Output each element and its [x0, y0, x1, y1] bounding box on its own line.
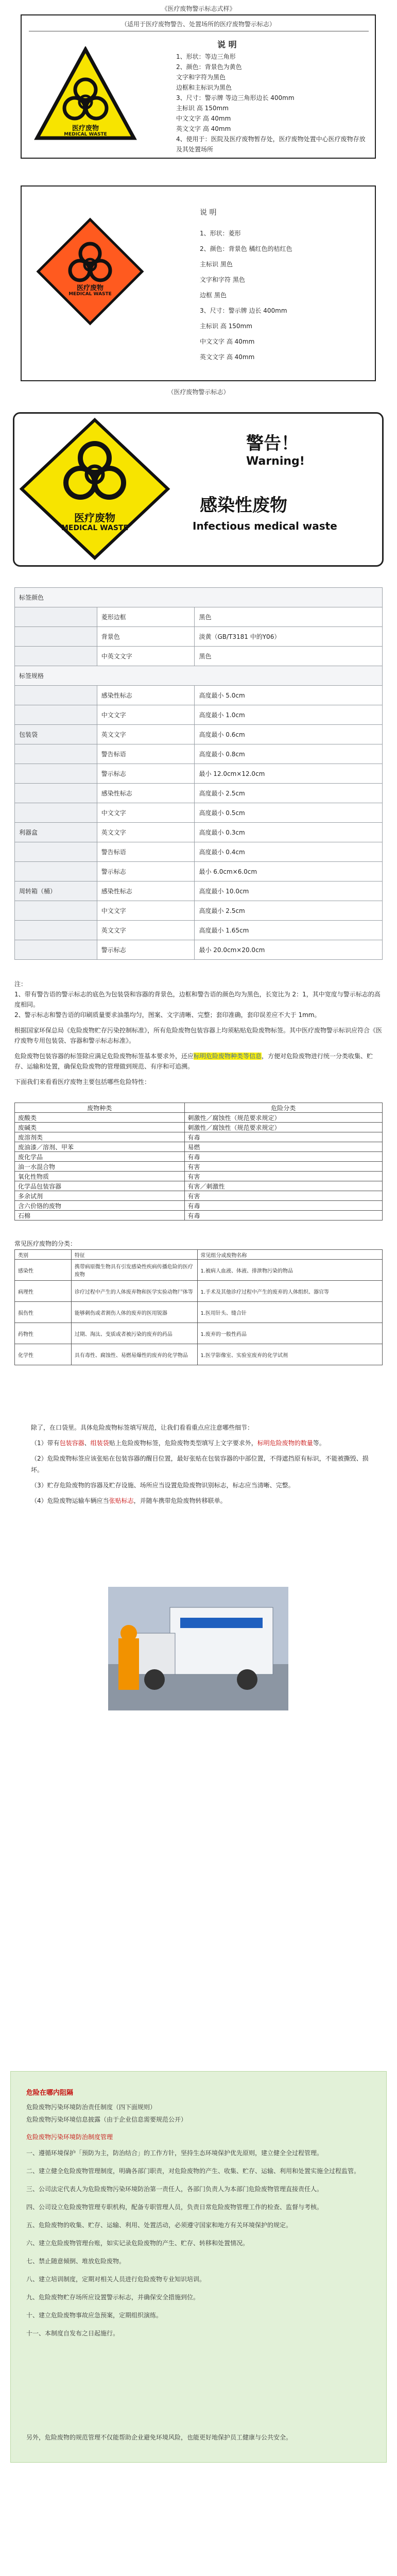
spec-cell: 警示标志 [97, 940, 195, 960]
hazard-cell: 废碱类 [15, 1123, 185, 1132]
rule-1 [31, 1437, 376, 1449]
spec-cell [15, 647, 97, 666]
hazard-cell: 多余试剂 [15, 1191, 185, 1201]
rules-block [31, 1422, 376, 1506]
hazard-cell: 有毒 [184, 1132, 382, 1142]
policy-item: 七、禁止随意倾倒、堆放危险废物。 [26, 2258, 126, 2265]
rule-1e: 贴上危险废物标签，危险废物类型填写上文字要求外， [109, 1439, 257, 1447]
spec-cell: 高度最小 10.0cm [195, 882, 383, 901]
spec-row [15, 607, 383, 627]
policy-item: 一、遵循环境保护「预防为主，防治结合」的工作方针，坚持生态环境保护优先原则，建立健全全过程管理。 [26, 2149, 323, 2157]
class-cell: 病理性 [15, 1281, 72, 1302]
rule-4c: ，并随车携带危险废物转移联单。 [133, 1497, 227, 1504]
hazard-cell: 有害／刺激性 [184, 1181, 382, 1191]
hazard-cell: 氧化性物质 [15, 1172, 185, 1181]
note-2: 2、警示标志和警告语的印刷质量要求油墨均匀，图案、文字清晰、完整；套印准确，套印误差应不大于 1mm。 [14, 1011, 321, 1019]
spec1-title: 说 明 [217, 40, 237, 49]
class-cell: 感染性 [15, 1260, 72, 1281]
hazard-header: 废物种类 [15, 1103, 185, 1113]
spec-cell: 高度最小 0.6cm [195, 725, 383, 744]
spec-cell: 最小 20.0cm×20.0cm [195, 940, 383, 960]
spec-cell [15, 686, 97, 705]
rule-3: （3）贮存危险废物的容器及贮存设施、场所应当设置危险废物识别标志，标志应当清晰、完整。 [31, 1482, 295, 1489]
policy-item: 八、建立培训制度，定期对相关人员进行危险废物专业知识培训。 [26, 2276, 206, 2283]
spec2-lines [200, 226, 365, 365]
spec-row [15, 921, 383, 940]
spec-cell [15, 842, 97, 862]
spec2-line: 边框 黑色 [200, 292, 227, 299]
spec-cell: 标签颜色 [15, 588, 383, 607]
spec-cell: 高度最小 2.5cm [195, 901, 383, 921]
spec-cell [15, 862, 97, 882]
spec-cell [15, 803, 97, 823]
warning-label-panel [13, 412, 384, 567]
rule-1c: 、 [84, 1439, 91, 1447]
hazard-cell: 有毒 [184, 1201, 382, 1211]
spec-cell: 背景色 [97, 627, 195, 647]
spec-cell: 利器盒 [15, 823, 97, 842]
spec1-line: 3、尺寸：警示牌 等边三角形边长 400mm [176, 94, 295, 101]
spec1-line: 边框和主标识为黑色 [176, 84, 232, 91]
paragraph-2 [14, 1051, 383, 1072]
spec-row [15, 784, 383, 803]
paragraph-3: 下面我们来看看医疗废物主要包括哪些危险特性： [14, 1078, 151, 1086]
hazard-row [15, 1172, 383, 1181]
spec-row [15, 647, 383, 666]
label-main-cn: 感染性废物 [200, 495, 287, 516]
spec1-line: 中文文字 高 40mm [176, 115, 231, 122]
label-warn-en: Warning! [246, 455, 305, 468]
spec-row [15, 686, 383, 705]
rule-1h: 等。 [313, 1439, 325, 1447]
spec-cell: 警示标志 [97, 764, 195, 784]
spec-cell: 英文文字 [97, 921, 195, 940]
hazard-cell: 化学品包装容器 [15, 1181, 185, 1191]
spec1-line: 文字和字符为黑色 [176, 74, 226, 81]
spec-cell: 黑色 [195, 647, 383, 666]
policy-box [10, 2071, 387, 2463]
hazard-cell: 有毒 [184, 1211, 382, 1221]
spec2-line: 主标识 高 150mm [200, 323, 252, 330]
spec-cell: 感染性标志 [97, 784, 195, 803]
spec-cell: 高度最小 2.5cm [195, 784, 383, 803]
class-row [15, 1323, 383, 1344]
spec-cell [15, 940, 97, 960]
spec-row [15, 705, 383, 725]
class-header: 特征 [71, 1250, 197, 1260]
spec1-line: 4、使用于：医院及医疗废物暂存处，医疗废物处置中心医疗废物存放及其处置场所 [176, 135, 366, 153]
spec-cell: 菱形边框 [97, 607, 195, 627]
policy-item: 四、公司设立危险废物管理专职机构，配备专职管理人员，负责日常危险废物管理工作的检查、监督与考核。 [26, 2204, 323, 2211]
policy-subtitle: 危险废物污染环境防治制度管理 [26, 2133, 113, 2141]
paragraph-2a: 危险废物包装容器的标签除应满足危险废物标签基本要求外，还应 [14, 1053, 194, 1060]
rule-1g: 数量 [300, 1439, 313, 1447]
policy-item: 六、建立危险废物管理台账，如实记录危险废物的产生、贮存、转移和处置情况。 [26, 2240, 249, 2247]
sign-cn-1: 医疗废物 [72, 125, 99, 132]
policy-items [26, 2148, 371, 2346]
rule-4 [31, 1495, 376, 1506]
spec-row [15, 627, 383, 647]
spec-row [15, 588, 383, 607]
rule-1a: （1）带有 [31, 1439, 60, 1447]
caption-first: 《医疗废物警示标志式样》 [161, 5, 236, 12]
spec-row [15, 744, 383, 764]
spec-row [15, 862, 383, 882]
paragraph-2c: ，方便对危险废物进行统一分类收集、贮存、运输和处置，确保危险废物的管理做到规范、有序和可追溯。 [14, 1053, 373, 1070]
spec-cell: 警告标语 [97, 744, 195, 764]
truck-image [108, 1587, 288, 1710]
hazard-row [15, 1211, 383, 1221]
policy-item: 五、危险废物的收集、贮存、运输、利用、处置活动，必须遵守国家和地方有关环境保护的规定。 [26, 2222, 292, 2229]
hazard-cell: 有毒 [184, 1152, 382, 1162]
hazard-table [14, 1103, 383, 1221]
spec-cell: 感染性标志 [97, 882, 195, 901]
class-row [15, 1302, 383, 1323]
class-header: 常见组分或废物名称 [197, 1250, 382, 1260]
rule-1b: 包装容器 [59, 1439, 84, 1447]
spec2-line: 文字和字符 黑色 [200, 276, 245, 283]
policy-item: 三、公司法定代表人为危险废物污染环境防治第一责任人，各部门负责人为本部门危险废物管理直接责任人。 [26, 2185, 323, 2193]
hazard-cell: 油一水混合物 [15, 1162, 185, 1172]
label-diamond-icon [18, 417, 172, 561]
spec-row [15, 823, 383, 842]
spec-row [15, 666, 383, 686]
hazard-header: 危险分类 [184, 1103, 382, 1113]
policy-item: 十、建立危险废物事故应急预案，定期组织演练。 [26, 2312, 163, 2319]
rule-1f: 标明危险废物的 [257, 1439, 301, 1447]
notes-head: 注： [14, 980, 27, 988]
class-caption: 常见医疗废物的分类： [14, 1240, 77, 1247]
spec-cell [15, 764, 97, 784]
label-warn-cn: 警告！ [246, 433, 299, 454]
hazard-cell: 废溶剂类 [15, 1132, 185, 1142]
policy-item: 九、危险废物贮存场所应设置警示标志，并确保安全措施到位。 [26, 2294, 200, 2301]
spec-cell: 周转箱（桶） [15, 882, 97, 901]
hazard-row [15, 1201, 383, 1211]
spec-box-triangle [21, 14, 376, 159]
spec2-line: 2、颜色：背景色 橘红色的桔红色 [200, 245, 292, 252]
hazard-cell: 刺激性／腐蚀性（规范要求规定） [184, 1123, 382, 1132]
hazard-row [15, 1142, 383, 1152]
policy-title: 危险在哪内阻隔 [26, 2089, 74, 2097]
spec2-line: 英文文字 高 40mm [200, 353, 255, 361]
spec-cell [15, 901, 97, 921]
spec-cell [15, 627, 97, 647]
spec1-line: 1、形状：等边三角形 [176, 53, 236, 60]
hazard-row [15, 1191, 383, 1201]
spec-row [15, 882, 383, 901]
spec2-line: 中文文字 高 40mm [200, 338, 255, 345]
spec-row [15, 940, 383, 960]
paragraph-1: 根据国家环保总局《危险废物贮存污染控制标准》，所有危险废物包装容器上均须粘贴危险废物标签。其中医疗废物警示标识应符合《医疗废物专用包装袋、容器和警示标志标准》。 [14, 1027, 383, 1044]
warning-diamond-icon [36, 217, 144, 326]
spec2-line: 3、尺寸：警示牌 边长 400mm [200, 307, 287, 314]
spec-cell: 高度最小 1.0cm [195, 705, 383, 725]
hazard-row [15, 1162, 383, 1172]
policy-item: 十一、本制度自发布之日起施行。 [26, 2330, 119, 2337]
hazard-row [15, 1132, 383, 1142]
spec-cell: 高度最小 5.0cm [195, 686, 383, 705]
label-sign-cn: 医疗废物 [74, 512, 115, 524]
spec-row [15, 842, 383, 862]
hazard-cell: 废油漆／溶剂、甲苯 [15, 1142, 185, 1152]
sign-cn-2: 医疗废物 [76, 284, 103, 292]
spec-cell: 中文文字 [97, 705, 195, 725]
spec-cell: 中文文字 [97, 803, 195, 823]
spec2-line: 1、形状：菱形 [200, 230, 241, 237]
spec-row [15, 725, 383, 744]
hazard-row [15, 1181, 383, 1191]
class-cell: 1.废弃的一般性药品 [197, 1323, 382, 1344]
spec1-lines [176, 52, 367, 155]
policy-line-2: 危险废物污染环境信息披露（由于企业信息需要规范公开） [26, 2116, 187, 2123]
hazard-row [15, 1152, 383, 1162]
spec-cell: 高度最小 0.4cm [195, 842, 383, 862]
hazard-cell: 刺激性／腐蚀性（规范要求规定） [184, 1113, 382, 1123]
spec-cell: 高度最小 0.3cm [195, 823, 383, 842]
sign-en-1: MEDICAL WASTE [64, 132, 107, 137]
spec-cell [15, 921, 97, 940]
rule-1d: 组装袋 [90, 1439, 109, 1447]
class-row [15, 1344, 383, 1365]
spec-cell: 高度最小 1.65cm [195, 921, 383, 940]
spec-cell: 感染性标志 [97, 686, 195, 705]
class-row [15, 1281, 383, 1302]
spec-cell: 标签规格 [15, 666, 383, 686]
spec-row [15, 803, 383, 823]
notes-block [14, 979, 383, 1087]
hazard-row [15, 1123, 383, 1132]
spec1-line: 英文文字 高 40mm [176, 125, 231, 132]
hazard-cell: 有害 [184, 1162, 382, 1172]
sign-en-2: MEDICAL WASTE [68, 292, 112, 297]
class-cell: 诊疗过程中产生的人体废弃物和医学实验动物尸体等 [71, 1281, 197, 1302]
spec-cell: 最小 12.0cm×12.0cm [195, 764, 383, 784]
spec-cell: 中英文文字 [97, 647, 195, 666]
class-cell: 化学性 [15, 1344, 72, 1365]
class-cell: 1.医学影像室、实验室废弃的化学试剂 [197, 1344, 382, 1365]
spec-cell: 最小 6.0cm×6.0cm [195, 862, 383, 882]
label-spec-table [14, 587, 383, 960]
spec-row [15, 764, 383, 784]
hazard-cell: 易燃 [184, 1142, 382, 1152]
policy-item: 二、建立健全危险废物管理制度，明确各部门职责，对危险废物的产生、收集、贮存、运输、利用和处置实施全过程监管。 [26, 2167, 360, 2175]
class-cell: 1.医用针头、缝合针 [197, 1302, 382, 1323]
paragraph-2-highlight: 标明危险废物种类等信息 [194, 1053, 262, 1060]
spec-cell: 警示标志 [97, 862, 195, 882]
policy-line-1: 危险废物污染环境防治责任制度（四下面规则） [26, 2104, 157, 2111]
spec-cell [15, 784, 97, 803]
hazard-cell: 有害 [184, 1172, 382, 1181]
rule-4b: 张贴标志 [109, 1497, 134, 1504]
spec-box-diamond [21, 185, 376, 381]
label-main-en: Infectious medical waste [193, 520, 337, 532]
class-table [14, 1249, 383, 1365]
class-cell: 1.手术及其他诊疗过程中产生的废弃的人体组织、器官等 [197, 1281, 382, 1302]
class-header: 类别 [15, 1250, 72, 1260]
hazard-row [15, 1113, 383, 1123]
spec-cell: 淡黄（GB/T3181 中的Y06） [195, 627, 383, 647]
class-row [15, 1260, 383, 1281]
rule-2: （2）危险废物标签应该张贴在包装容器的醒目位置，最好张贴在包装容器的中部位置，不得遮挡原有标识，不能被撕毁、损坏。 [31, 1455, 369, 1473]
rules-intro: 除了，在口袋里。具体危险废物标签填写规范，让我们看看重点应注意哪些细节： [31, 1424, 254, 1431]
class-cell: 携带病原微生物具有引发感染性疾病传播危险的医疗废物 [71, 1260, 197, 1281]
caption-second: （医疗废物警示标志） [167, 388, 230, 396]
spec-cell [15, 607, 97, 627]
hazard-cell: 石棉 [15, 1211, 185, 1221]
class-cell: 过期、淘汰、变质或者被污染的废弃的药品 [71, 1323, 197, 1344]
spec-cell [15, 705, 97, 725]
spec-cell [15, 744, 97, 764]
class-cell: 1.被病人血液、体液、排泄物污染的物品 [197, 1260, 382, 1281]
label-sign-en: MEDICAL WASTE [61, 524, 129, 532]
hazard-cell: 废酸类 [15, 1113, 185, 1123]
spec-cell: 高度最小 0.8cm [195, 744, 383, 764]
spec-cell: 高度最小 0.5cm [195, 803, 383, 823]
rule-4a: （4）危险废物运输车辆应当 [31, 1497, 109, 1504]
class-cell: 药物性 [15, 1323, 72, 1344]
spec2-title: 说 明 [200, 209, 217, 217]
caption-sub: （适用于医疗废物警告、处置场所的医疗废物警示标志） [120, 21, 275, 28]
spec1-line: 主标识 高 150mm [176, 105, 229, 112]
spec-cell: 警告标语 [97, 842, 195, 862]
note-1: 1、带有警告语的警示标志的底色为包装袋和容器的背景色，边框和警告语的颜色均为黑色，长宽比为 2：1，其中宽度与警示标志的高度相同。 [14, 991, 381, 1008]
policy-foot: 另外，危险废物的规范管理不仅能帮助企业避免环境风险，也能更好地保护员工健康与公共安全。 [26, 2434, 292, 2441]
spec2-line: 主标识 黑色 [200, 261, 233, 268]
class-cell: 具有毒性、腐蚀性、易燃易爆性的废弃的化学物品 [71, 1344, 197, 1365]
hazard-cell: 含六价铬的废物 [15, 1201, 185, 1211]
class-cell: 损伤性 [15, 1302, 72, 1323]
spec-cell: 黑色 [195, 607, 383, 627]
spec-cell: 中文文字 [97, 901, 195, 921]
spec-cell: 英文文字 [97, 725, 195, 744]
hazard-cell: 有害 [184, 1191, 382, 1201]
hazard-cell: 废化学品 [15, 1152, 185, 1162]
spec-cell: 英文文字 [97, 823, 195, 842]
spec-cell: 包装袋 [15, 725, 97, 744]
spec-row [15, 901, 383, 921]
class-cell: 能够刺伤或者割伤人体的废弃的医用锐器 [71, 1302, 197, 1323]
spec1-line: 2、颜色：背景色为黄色 [176, 63, 242, 71]
